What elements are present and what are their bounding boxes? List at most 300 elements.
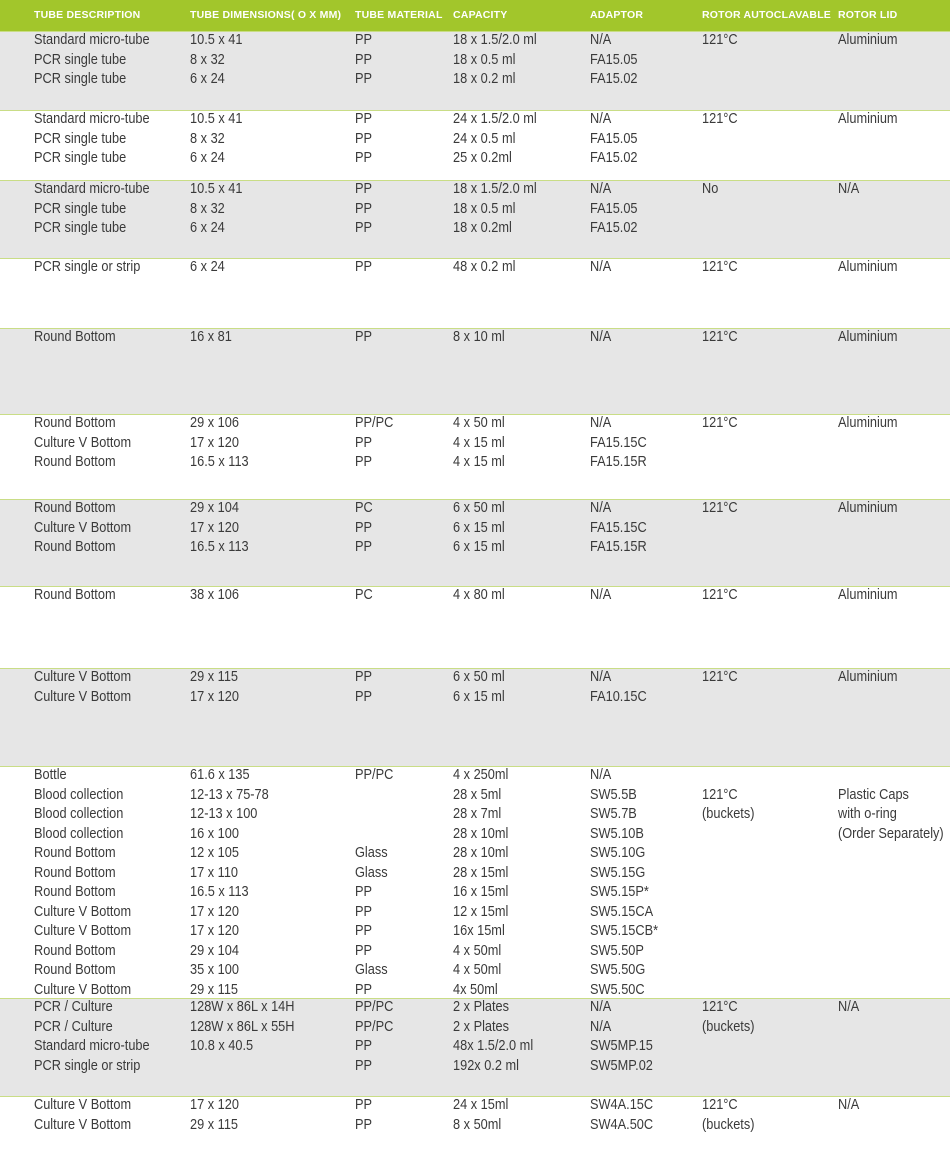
header-capacity: CAPACITY	[453, 9, 508, 21]
cell-line: Aluminium	[838, 329, 898, 345]
cell-line: Glass	[355, 845, 388, 861]
cell-line: PP	[355, 539, 373, 555]
cell-line: PP	[355, 942, 373, 959]
cell-line: PP	[355, 434, 373, 451]
cell-line: PP	[355, 688, 373, 705]
cell-line: 18 x 1.5/2.0 ml	[453, 181, 537, 197]
cell-line: N/A	[590, 415, 612, 431]
cell-line: 17 x 120	[190, 688, 239, 705]
cell-tube-description	[34, 499, 144, 558]
cell-line: 18 x 1.5/2.0 ml	[453, 32, 537, 48]
cell-line: 29 x 115	[190, 669, 239, 685]
table-row-group	[0, 328, 950, 414]
cell-line: 16.5 x 113	[190, 454, 249, 470]
cell-line: N/A	[590, 767, 612, 783]
cell-rotor-autoclavable	[702, 258, 742, 278]
cell-tube-description	[34, 180, 165, 239]
cell-tube-dimensions	[190, 328, 238, 348]
cell-line: 4 x 50 ml	[453, 415, 505, 431]
cell-line: 18 x 0.5 ml	[453, 200, 516, 217]
cell-rotor-autoclavable	[702, 110, 742, 130]
cell-capacity	[453, 414, 512, 473]
cell-line: PP	[355, 1097, 373, 1113]
cell-rotor-autoclavable	[702, 31, 742, 51]
cell-line: SW5.10B	[590, 825, 644, 842]
cell-tube-dimensions	[190, 110, 250, 169]
cell-line: 2 x Plates	[453, 999, 510, 1015]
cell-line: 29 x 115	[190, 981, 239, 998]
cell-line: Standard micro-tube	[34, 111, 150, 127]
cell-rotor-lid	[838, 328, 906, 348]
cell-tube-dimensions	[190, 1096, 246, 1135]
cell-line: Culture V Bottom	[34, 688, 132, 705]
cell-tube-description	[34, 414, 144, 473]
cell-line: Round Bottom	[34, 845, 116, 861]
cell-line: PP	[355, 669, 373, 685]
cell-line	[190, 1057, 295, 1077]
cell-tube-dimensions	[190, 766, 279, 1000]
cell-line: PCR single or strip	[34, 1057, 141, 1074]
cell-line: PP/PC	[355, 999, 394, 1015]
cell-line: 6 x 50 ml	[453, 669, 505, 685]
table-header	[0, 0, 950, 31]
cell-line: PP	[355, 1038, 373, 1054]
cell-tube-material	[355, 586, 375, 606]
cell-line: PCR / Culture	[34, 1018, 113, 1035]
cell-tube-material	[355, 110, 374, 169]
cell-capacity	[453, 766, 516, 1000]
cell-rotor-lid	[838, 668, 906, 688]
table-row-group	[0, 766, 950, 998]
header-tube-material: TUBE MATERIAL	[355, 9, 443, 21]
cell-capacity	[453, 328, 512, 348]
cell-capacity	[453, 1096, 516, 1135]
cell-line: 6 x 24	[190, 71, 225, 87]
cell-rotor-lid	[838, 180, 862, 200]
cell-capacity	[453, 110, 548, 169]
cell-line: PP	[355, 220, 373, 236]
cell-line: PP	[355, 1116, 373, 1133]
cell-line: 29 x 106	[190, 415, 239, 431]
cell-rotor-lid	[838, 499, 906, 519]
cell-line: 28 x 7ml	[453, 806, 502, 822]
cell-line: 6 x 24	[190, 259, 225, 275]
cell-line: PP	[355, 51, 373, 68]
cell-line: Round Bottom	[34, 884, 116, 900]
cell-line: 121°C	[702, 329, 738, 345]
cell-line: Standard micro-tube	[34, 32, 150, 48]
cell-line: (Order Separately)	[838, 825, 944, 842]
cell-line: 128W x 86L x 14H	[190, 999, 295, 1015]
cell-line: SW4A.50C	[590, 1116, 654, 1133]
cell-tube-dimensions	[190, 586, 246, 606]
table-row-group	[0, 668, 950, 766]
cell-adaptor	[590, 1096, 662, 1135]
cell-line: Glass	[355, 962, 388, 978]
cell-tube-description	[34, 668, 144, 707]
cell-line: FA15.05	[590, 200, 638, 217]
header-adaptor: ADAPTOR	[590, 9, 644, 21]
cell-line: 16 x 81	[190, 329, 232, 345]
cell-line: FA15.02	[590, 71, 638, 87]
cell-rotor-autoclavable	[702, 668, 742, 688]
cell-line: 24 x 1.5/2.0 ml	[453, 111, 537, 127]
cell-tube-description	[34, 328, 127, 348]
cell-line: FA15.15C	[590, 434, 647, 451]
cell-tube-material	[355, 328, 374, 348]
cell-line: Blood collection	[34, 825, 124, 842]
table-row-group	[0, 998, 950, 1096]
cell-line	[355, 825, 393, 845]
cell-line: Aluminium	[838, 32, 898, 48]
cell-line: N/A	[590, 1018, 612, 1035]
cell-capacity	[453, 998, 544, 1076]
cell-line: N/A	[590, 587, 612, 603]
cell-rotor-autoclavable	[702, 328, 742, 348]
cell-rotor-lid	[838, 766, 950, 844]
cell-line: 4x 50ml	[453, 981, 498, 998]
cell-line	[355, 786, 393, 806]
cell-line: SW5MP.02	[590, 1057, 653, 1074]
cell-line: Round Bottom	[34, 454, 116, 470]
cell-tube-material	[355, 414, 399, 473]
cell-adaptor	[590, 31, 644, 90]
cell-tube-material	[355, 258, 374, 278]
cell-line: Round Bottom	[34, 329, 116, 345]
cell-line: N/A	[590, 32, 612, 48]
cell-line: 192x 0.2 ml	[453, 1057, 519, 1074]
cell-capacity	[453, 31, 548, 90]
cell-line: PCR single tube	[34, 220, 127, 236]
cell-line: Culture V Bottom	[34, 669, 132, 685]
cell-line: Aluminium	[838, 111, 898, 127]
cell-capacity	[453, 668, 512, 707]
cell-line: N/A	[590, 999, 612, 1015]
cell-line: PP/PC	[355, 415, 394, 431]
cell-line: 121°C	[702, 500, 738, 516]
cell-line: PP/PC	[355, 1018, 394, 1035]
header-rotor-lid: ROTOR LID	[838, 9, 898, 21]
cell-rotor-autoclavable	[702, 1096, 762, 1135]
cell-rotor-autoclavable	[702, 180, 721, 200]
cell-line: PP	[355, 181, 373, 197]
cell-line: Culture V Bottom	[34, 519, 132, 536]
cell-line: N/A	[838, 181, 860, 197]
cell-rotor-lid	[838, 998, 862, 1018]
cell-adaptor	[590, 258, 614, 278]
table-row-group	[0, 586, 950, 668]
cell-line: SW5.50G	[590, 962, 646, 978]
cell-tube-description	[34, 31, 165, 90]
table-row-group	[0, 180, 950, 258]
cell-line: 12 x 105	[190, 845, 239, 861]
cell-line: 6 x 24	[190, 150, 225, 166]
cell-line: 121°C	[702, 669, 738, 685]
cell-line: 8 x 10 ml	[453, 329, 505, 345]
cell-line: PC	[355, 500, 373, 516]
cell-tube-material	[355, 31, 374, 90]
cell-line: Blood collection	[34, 786, 124, 803]
table-row-group	[0, 414, 950, 499]
cell-line: PP	[355, 884, 373, 900]
cell-line: PP	[355, 200, 373, 217]
cell-line: FA15.02	[590, 220, 638, 236]
cell-line: SW5.10G	[590, 845, 646, 861]
cell-line: 4 x 50ml	[453, 962, 502, 978]
cell-line: 8 x 32	[190, 130, 225, 147]
cell-line: (buckets)	[702, 806, 755, 822]
cell-line: 17 x 120	[190, 923, 239, 939]
cell-line: 10.8 x 40.5	[190, 1038, 254, 1054]
cell-tube-description	[34, 1096, 144, 1135]
cell-line: FA15.15C	[590, 519, 647, 536]
table-row-group	[0, 110, 950, 180]
cell-line: PP	[355, 981, 373, 998]
cell-line: 10.5 x 41	[190, 111, 243, 127]
cell-line: Culture V Bottom	[34, 981, 132, 998]
cell-tube-description	[34, 586, 127, 606]
cell-line: N/A	[590, 500, 612, 516]
cell-rotor-lid	[838, 1096, 862, 1116]
cell-line: N/A	[590, 669, 612, 685]
cell-rotor-autoclavable	[702, 766, 762, 825]
cell-line: 121°C	[702, 1097, 738, 1113]
cell-adaptor	[590, 668, 655, 707]
cell-tube-material	[355, 1096, 374, 1135]
table-row-group	[0, 258, 950, 328]
cell-line: 18 x 0.2ml	[453, 220, 512, 236]
cell-tube-material	[355, 998, 399, 1076]
cell-tube-material	[355, 180, 374, 239]
cell-line: SW5.50P	[590, 942, 644, 959]
cell-line: 121°C	[702, 259, 738, 275]
cell-line: 121°C	[702, 587, 738, 603]
cell-line: Culture V Bottom	[34, 903, 132, 920]
cell-rotor-lid	[838, 586, 906, 606]
cell-line: PP	[355, 923, 373, 939]
cell-tube-description	[34, 766, 144, 1000]
cell-line: 16.5 x 113	[190, 884, 249, 900]
cell-capacity	[453, 258, 524, 278]
cell-line: N/A	[590, 259, 612, 275]
cell-line: PP	[355, 32, 373, 48]
cell-tube-description	[34, 998, 165, 1076]
cell-line: 29 x 104	[190, 500, 239, 516]
cell-line: 29 x 104	[190, 942, 239, 959]
cell-line: 6 x 15 ml	[453, 519, 505, 536]
cell-line: 17 x 120	[190, 519, 239, 536]
cell-line: 25 x 0.2ml	[453, 150, 512, 166]
cell-adaptor	[590, 499, 655, 558]
cell-rotor-autoclavable	[702, 414, 742, 434]
cell-tube-description	[34, 110, 165, 169]
cell-capacity	[453, 180, 548, 239]
cell-line: FA10.15C	[590, 688, 647, 705]
cell-line: Round Bottom	[34, 587, 116, 603]
cell-line: PP	[355, 329, 373, 345]
cell-line: 29 x 115	[190, 1116, 239, 1133]
cell-line: Glass	[355, 864, 388, 881]
cell-line: 2 x Plates	[453, 1018, 510, 1035]
cell-line: 6 x 15 ml	[453, 539, 505, 555]
cell-line: FA15.05	[590, 130, 638, 147]
cell-line: Aluminium	[838, 415, 898, 431]
cell-line: with o-ring	[838, 806, 897, 822]
table-row-group	[0, 1096, 950, 1171]
cell-line: 4 x 50ml	[453, 942, 502, 959]
cell-line: Culture V Bottom	[34, 923, 132, 939]
cell-line	[702, 766, 754, 786]
cell-line: 128W x 86L x 55H	[190, 1018, 295, 1035]
cell-line: 121°C	[702, 786, 738, 803]
cell-line: (buckets)	[702, 1116, 755, 1133]
cell-line: 28 x 15ml	[453, 864, 509, 881]
cell-line: 121°C	[702, 999, 738, 1015]
cell-line: Aluminium	[838, 669, 898, 685]
cell-line: 8 x 32	[190, 51, 225, 68]
cell-line: PC	[355, 587, 373, 603]
table-row-group	[0, 31, 950, 110]
cell-line: PCR single tube	[34, 71, 127, 87]
cell-line: 18 x 0.2 ml	[453, 71, 516, 87]
cell-line: Aluminium	[838, 259, 898, 275]
cell-rotor-autoclavable	[702, 998, 762, 1037]
cell-line: 17 x 120	[190, 903, 239, 920]
cell-line: 24 x 15ml	[453, 1097, 509, 1113]
cell-line: PCR single or strip	[34, 259, 141, 275]
cell-rotor-lid	[838, 258, 906, 278]
cell-line: 48 x 0.2 ml	[453, 259, 516, 275]
cell-line: N/A	[838, 1097, 860, 1113]
cell-line: SW5.50C	[590, 981, 645, 998]
cell-line: 6 x 15 ml	[453, 688, 505, 705]
cell-line: 4 x 15 ml	[453, 434, 505, 451]
cell-line: SW5.15P*	[590, 884, 649, 900]
cell-line: SW4A.15C	[590, 1097, 654, 1113]
cell-line: Round Bottom	[34, 539, 116, 555]
cell-rotor-autoclavable	[702, 499, 742, 519]
cell-line: 61.6 x 135	[190, 767, 250, 783]
cell-line: 12-13 x 100	[190, 806, 258, 822]
header-tube-description: TUBE DESCRIPTION	[34, 9, 141, 21]
cell-tube-dimensions	[190, 258, 230, 278]
cell-tube-material	[355, 766, 399, 1000]
cell-tube-material	[355, 499, 375, 558]
cell-tube-description	[34, 258, 155, 278]
cell-tube-dimensions	[190, 414, 257, 473]
cell-line: Round Bottom	[34, 962, 116, 978]
cell-line: 4 x 80 ml	[453, 587, 505, 603]
cell-line: FA15.05	[590, 51, 638, 68]
cell-line: 4 x 15 ml	[453, 454, 505, 470]
cell-line: N/A	[590, 329, 612, 345]
cell-line: 16x 15ml	[453, 923, 505, 939]
cell-line: 12 x 15ml	[453, 903, 509, 920]
cell-line	[838, 766, 944, 786]
cell-line: PCR single tube	[34, 200, 127, 217]
cell-line: 10.5 x 41	[190, 181, 243, 197]
cell-tube-dimensions	[190, 998, 309, 1076]
cell-tube-material	[355, 668, 374, 707]
cell-line: 24 x 0.5 ml	[453, 130, 516, 147]
cell-capacity	[453, 499, 512, 558]
cell-adaptor	[590, 328, 614, 348]
cell-adaptor	[590, 110, 644, 169]
cell-line: SW5.7B	[590, 806, 637, 822]
cell-adaptor	[590, 766, 667, 1000]
cell-line: N/A	[590, 111, 612, 127]
cell-line: Culture V Bottom	[34, 434, 132, 451]
cell-line: N/A	[590, 181, 612, 197]
cell-line: PP	[355, 111, 373, 127]
cell-line: 4 x 250ml	[453, 767, 509, 783]
cell-line: PP	[355, 130, 373, 147]
cell-line: PCR single tube	[34, 150, 127, 166]
cell-capacity	[453, 586, 512, 606]
header-tube-dimensions: TUBE DIMENSIONS( O X MM)	[190, 9, 342, 21]
cell-line: Aluminium	[838, 500, 898, 516]
cell-line: 38 x 106	[190, 587, 239, 603]
cell-line: SW5.15CA	[590, 903, 654, 920]
cell-line: Aluminium	[838, 587, 898, 603]
cell-line: Round Bottom	[34, 500, 116, 516]
cell-line: SW5.5B	[590, 786, 637, 803]
header-rotor-autoclavable: ROTOR AUTOCLAVABLE	[702, 9, 832, 21]
cell-line: 12-13 x 75-78	[190, 786, 269, 803]
cell-line: 6 x 24	[190, 220, 225, 236]
cell-line: PCR single tube	[34, 51, 127, 68]
cell-line: PP	[355, 150, 373, 166]
cell-line: PCR single tube	[34, 130, 127, 147]
cell-line: 48x 1.5/2.0 ml	[453, 1038, 534, 1054]
cell-line: Culture V Bottom	[34, 1097, 132, 1113]
cell-line: Standard micro-tube	[34, 1038, 150, 1054]
cell-line: PP	[355, 1057, 373, 1074]
cell-line: SW5MP.15	[590, 1038, 653, 1054]
cell-line: No	[702, 181, 719, 197]
cell-line: 16 x 100	[190, 825, 239, 842]
cell-line: 28 x 5ml	[453, 786, 502, 803]
cell-line: 17 x 120	[190, 434, 239, 451]
cell-line: 17 x 120	[190, 1097, 239, 1113]
cell-line: PP/PC	[355, 767, 394, 783]
cell-line: 18 x 0.5 ml	[453, 51, 516, 68]
cell-rotor-lid	[838, 31, 906, 51]
cell-line: Plastic Caps	[838, 786, 909, 803]
cell-line: 6 x 50 ml	[453, 500, 505, 516]
cell-line: 10.5 x 41	[190, 32, 243, 48]
cell-adaptor	[590, 180, 644, 239]
cell-line: Round Bottom	[34, 864, 116, 881]
cell-line: 8 x 50ml	[453, 1116, 502, 1133]
cell-line: FA15.15R	[590, 539, 647, 555]
cell-adaptor	[590, 414, 655, 473]
cell-line: Blood collection	[34, 806, 124, 822]
cell-line: 121°C	[702, 111, 738, 127]
cell-adaptor	[590, 998, 661, 1076]
cell-line: N/A	[838, 999, 860, 1015]
cell-line: 121°C	[702, 415, 738, 431]
cell-line: SW5.15CB*	[590, 923, 659, 939]
cell-line: 28 x 10ml	[453, 845, 509, 861]
cell-line: 121°C	[702, 32, 738, 48]
cell-line: 17 x 110	[190, 864, 239, 881]
cell-line: Round Bottom	[34, 942, 116, 959]
cell-line: Round Bottom	[34, 415, 116, 431]
cell-line: SW5.15G	[590, 864, 646, 881]
table-row-group	[0, 499, 950, 586]
cell-line: PP	[355, 454, 373, 470]
